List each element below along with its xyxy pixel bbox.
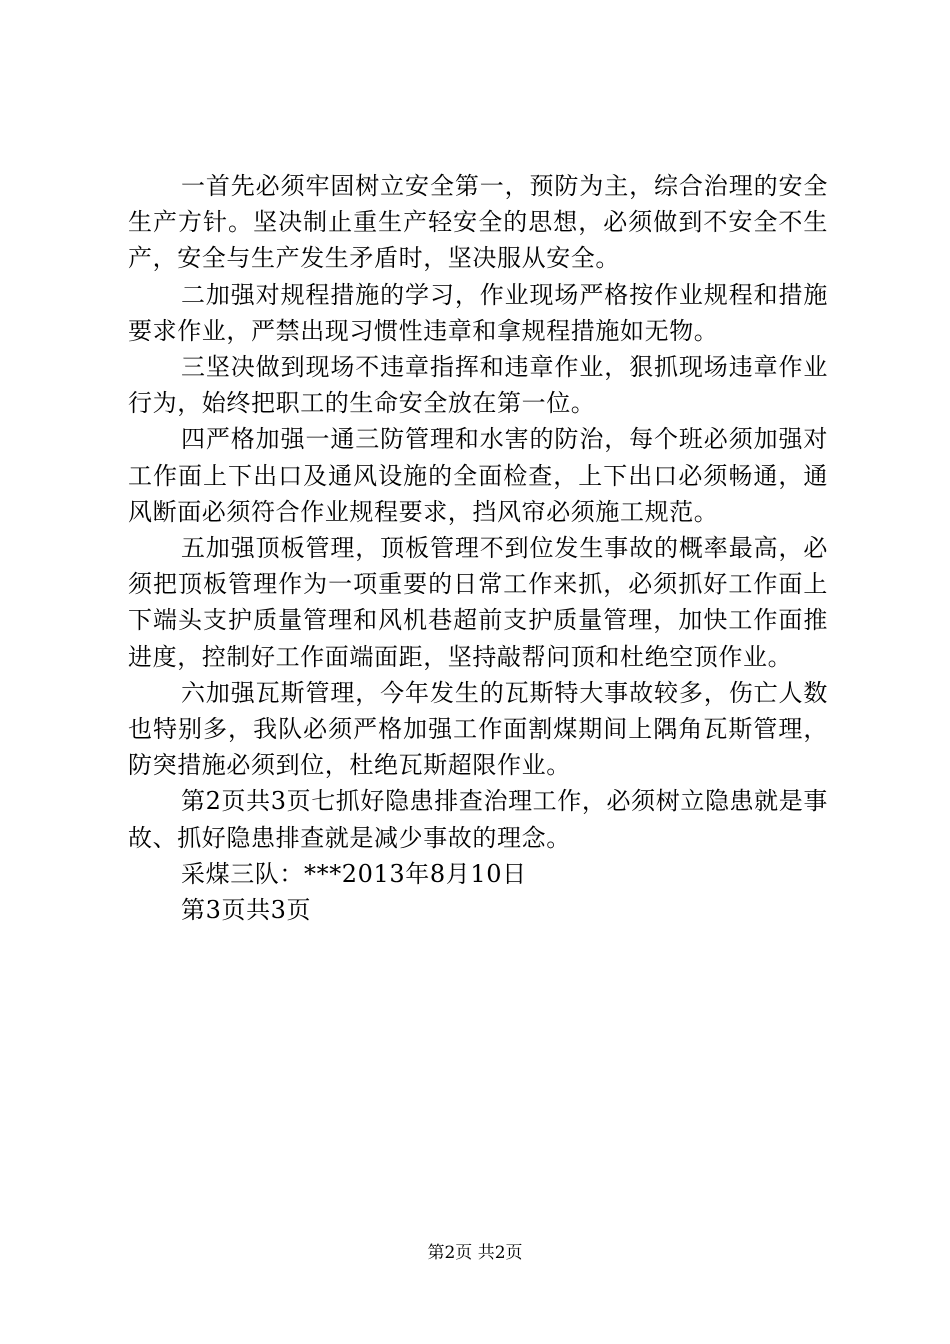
paragraph-5: 五加强顶板管理，顶板管理不到位发生事故的概率最高，必须把顶板管理作为一项重要的日常工作来抓，必须抓好工作面上下端头支护质量管理和风机巷超前支护质量管理，加快工作面推进度，控制好工作面端面距，坚持敲帮问顶和杜绝空顶作业。 — [128, 534, 828, 671]
document-body — [128, 168, 828, 928]
paragraph-4: 四严格加强一通三防管理和水害的防治，每个班必须加强对工作面上下出口及通风设施的全面检查，上下出口必须畅通，通风断面必须符合作业规程要求，挡风帘必须施工规范。 — [128, 425, 828, 526]
paragraph-1: 一首先必须牢固树立安全第一，预防为主，综合治理的安全生产方针。坚决制止重生产轻安全的思想，必须做到不安全不生产，安全与生产发生矛盾时，坚决服从安全。 — [128, 172, 828, 273]
paragraph-6: 六加强瓦斯管理，今年发生的瓦斯特大事故较多，伤亡人数也特别多，我队必须严格加强工作面割煤期间上隅角瓦斯管理，防突措施必须到位，杜绝瓦斯超限作业。 — [128, 678, 828, 780]
signature-line: 采煤三队：***2013年8月10日 — [181, 859, 527, 888]
paragraph-3: 三坚决做到现场不违章指挥和违章作业，狠抓现场违章作业行为，始终把职工的生命安全放在第一位。 — [128, 353, 828, 418]
paragraph-2: 二加强对规程措施的学习，作业现场严格按作业规程和措施要求作业，严禁出现习惯性违章和拿规程措施如无物。 — [128, 280, 828, 345]
page-note: 第3页共3页 — [181, 896, 312, 925]
paragraph-7: 第2页共3页七抓好隐患排查治理工作，必须树立隐患就是事故、抓好隐患排查就是减少事故的理念。 — [128, 787, 828, 852]
page-footer: 第2页 共2页 — [427, 1243, 523, 1263]
